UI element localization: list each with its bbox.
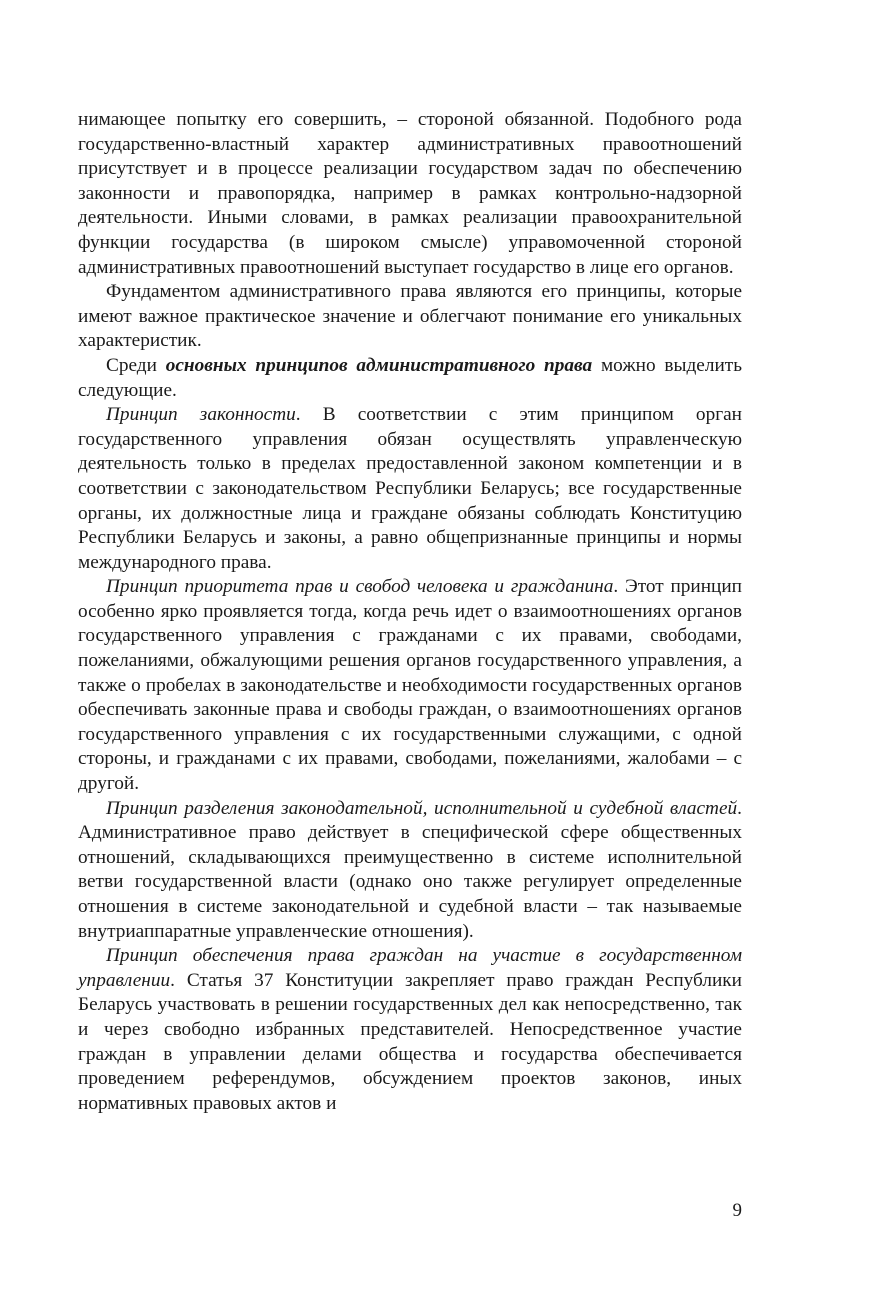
body-text [78, 108, 742, 1116]
paragraph-citizen-participation: Принцип обеспечения права граждан на участие в государственном управлении. Статья 37 Конституции закрепляет право граждан Республики Беларусь участвовать в решении государственных дел как непосредственно, так и через свободно избранных представителей. Непосредственное участие граждан в управлении делами общества и государства обеспечивается проведением референдумов, обсуждением проектов законов, иных нормативных правовых актов и [78, 945, 742, 1114]
paragraph-rights-priority: Принцип приоритета прав и свобод человека и гражданина. Этот принцип особенно ярко проявляется тогда, когда речь идет о взаимоотношениях органов государственного управления с гражданами с их правами, свободами, пожеланиями, обжалующими решения органов государственного управления, а также о пробелах в законодательстве и необходимости государственных органов обеспечивать законные права и свободы граждан, о взаимоотношениях органов государственного управления с их государственными служащими, с одной стороны, и гражданами с их правами, свободами, пожеланиями, жалобами – с другой. [78, 576, 742, 795]
principle-title: Принцип приоритета прав и свобод человека и гражданина [106, 576, 614, 598]
paragraph-legality: Принцип законности. В соответствии с этим принципом орган государственного управления обязан осуществлять управленческую деятельность только в пределах предоставленной законом компетенции и в соответствии с законодательством Республики Беларусь; все государственные органы, их должностные лица и граждане обязаны соблюдать Конституцию Республики Беларусь и законы, а равно общепризнанные принципы и нормы международного права. [78, 404, 742, 573]
paragraph-foundation: Фундаментом административного права являются его принципы, которые имеют важное практическое значение и облегчают понимание его уникальных характеристик. [78, 281, 742, 352]
paragraph-separation-of-powers: Принцип разделения законодательной, исполнительной и судебной властей. Административное право действует в специфической сфере общественных отношений, складывающихся преимущественно в системе исполнительной ветви государственной власти (однако оно также регулирует определенные отношения в системе законодательной и судебной власти – так называемые внутриаппаратные управленческие отношения). [78, 797, 742, 942]
page-number: 9 [732, 1200, 742, 1221]
paragraph-continuation: нимающее попытку его совершить, – стороной обязанной. Подобного рода государственно-властный характер административных правоотношений присутствует и в процессе реализации государством задач по обеспечению законности и правопорядка, например в рамках контрольно-надзорной деятельности. Иными словами, в рамках реализации правоохранительной функции государства (в широком смысле) управомоченной стороной административных правоотношений выступает государство в лице его органов. [78, 109, 742, 278]
principle-title: Принцип законности [106, 404, 296, 426]
paragraph-principles-intro: Среди основных принципов административного права можно выделить следующие. [78, 354, 742, 401]
principle-title: Принцип разделения законодательной, исполнительной и судебной властей [106, 797, 738, 819]
principle-title: Принцип обеспечения права граждан на участие в государственном управлении [78, 945, 742, 991]
key-term: основных принципов административного права [165, 354, 593, 376]
